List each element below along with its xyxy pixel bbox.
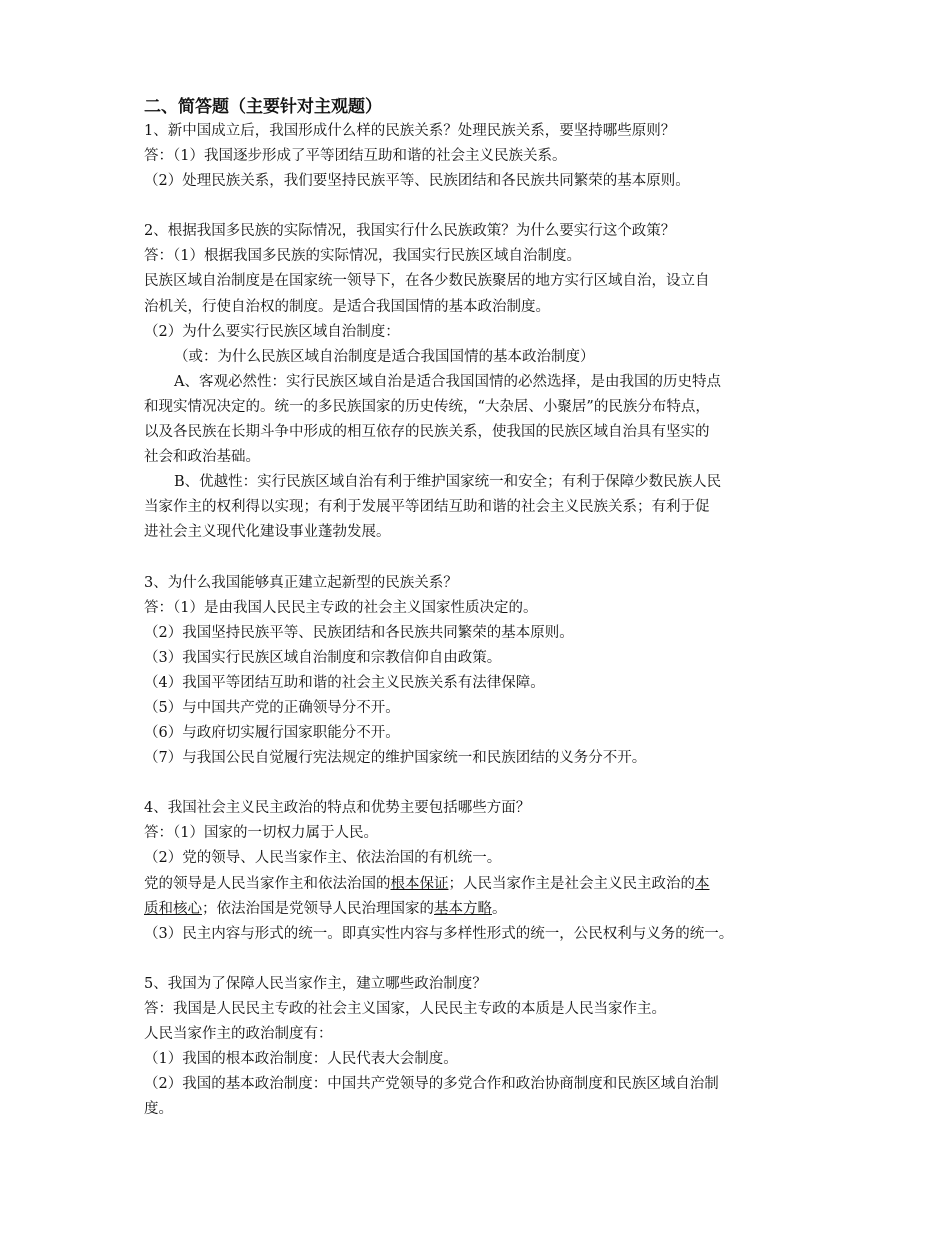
q2-answer-2: （2）为什么要实行民族区域自治制度：: [144, 323, 400, 340]
q2-definition-line-1: 民族区域自治制度是在国家统一领导下，在各少数民族聚居的地方实行区域自治，设立自: [144, 273, 710, 290]
q3-answer-2: （2）我国坚持民族平等、民族团结和各民族共同繁荣的基本原则。: [144, 624, 574, 641]
q4-underlined-term: 基本方略: [434, 900, 492, 917]
q3-answer-1: 答：（1）是由我国人民民主专政的社会主义国家性质决定的。: [144, 599, 538, 616]
q5-answer-4-line-2: 度。: [144, 1101, 173, 1118]
q5-question: 5、我国为了保障人民当家作主，建立哪些政治制度？: [144, 975, 487, 992]
q4-explanation-line-2: [144, 897, 820, 922]
document-page: [144, 95, 820, 1122]
q2-point-a-line-4: 社会和政治基础。: [144, 449, 260, 466]
q4-text: 。: [492, 900, 507, 917]
q5-answer-3: （1）我国的根本政治制度：人民代表大会制度。: [144, 1051, 458, 1068]
spacer: [144, 194, 820, 219]
q4-text: ；人民当家作主是社会主义民主政治的: [448, 875, 695, 892]
spacer: [144, 947, 820, 972]
q2-answer-1: 答：（1）根据我国多民族的实际情况，我国实行民族区域自治制度。: [144, 248, 581, 265]
q2-answer-2-alt: （或：为什么民族区域自治制度是适合我国国情的基本政治制度）: [174, 348, 595, 365]
q2-definition-line-2: 治机关，行使自治权的制度。是适合我国国情的基本政治制度。: [144, 298, 550, 315]
q4-answer-3: （3）民主内容与形式的统一。即真实性内容与多样性形式的统一，公民权利与义务的统一。: [144, 925, 734, 942]
q1-question: 1、新中国成立后，我国形成什么样的民族关系？处理民族关系，要坚持哪些原则？: [144, 123, 676, 139]
q5-answer-2: 人民当家作主的政治制度有：: [144, 1026, 333, 1042]
q2-point-a-line-2: 和现实情况决定的。统一的多民族国家的历史传统，“大杂居、小聚居”的民族分布特点，: [144, 398, 710, 415]
q3-answer-6: （6）与政府切实履行国家职能分不开。: [144, 725, 400, 742]
q2-point-a-line-3: 以及各民族在长期斗争中形成的相互依存的民族关系，使我国的民族区域自治具有坚实的: [144, 424, 710, 441]
q2-point-b-line-1: B、优越性：实行民族区域自治有利于维护国家统一和安全；有利于保障少数民族人民: [174, 474, 722, 491]
q2-point-b-line-2: 当家作主的权利得以实现；有利于发展平等团结互助和谐的社会主义民族关系；有利于促: [144, 499, 710, 516]
q4-underlined-term: 本: [695, 875, 710, 892]
q2-point-b-line-3: 进社会主义现代化建设事业蓬勃发展。: [144, 524, 391, 541]
q3-question: 3、为什么我国能够真正建立起新型的民族关系？: [144, 574, 458, 591]
q3-answer-5: （5）与中国共产党的正确领导分不开。: [144, 699, 400, 716]
q1-answer-1: 答：（1）我国逐步形成了平等团结互助和谐的社会主义民族关系。: [144, 148, 567, 165]
q3-answer-3: （3）我国实行民族区域自治制度和宗教信仰自由政策。: [144, 649, 502, 666]
spacer: [144, 771, 820, 796]
q4-answer-1: 答：（1）国家的一切权力属于人民。: [144, 825, 378, 842]
q4-explanation-line-1: [144, 872, 820, 897]
q2-point-a-line-1: A、客观必然性：实行民族区域自治是适合我国国情的必然选择，是由我国的历史特点: [174, 373, 721, 390]
q1-answer-2: （2）处理民族关系，我们要坚持民族平等、民族团结和各民族共同繁荣的基本原则。: [144, 173, 690, 190]
q4-underlined-term: 根本保证: [390, 875, 449, 892]
q2-question: 2、根据我国多民族的实际情况，我国实行什么民族政策？为什么要实行这个政策？: [144, 223, 676, 240]
spacer: [144, 546, 820, 571]
q4-text: 党的领导是人民当家作主和依法治国的: [144, 875, 391, 892]
q4-answer-2: （2）党的领导、人民当家作主、依法治国的有机统一。: [144, 850, 502, 867]
q5-answer-4-line-1: （2）我国的基本政治制度：中国共产党领导的多党合作和政治协商制度和民族区域自治制: [144, 1076, 719, 1093]
q4-underlined-term: 质和核心: [144, 900, 202, 917]
section-title: 二、简答题（主要针对主观题）: [144, 97, 382, 117]
q4-question: 4、我国社会主义民主政治的特点和优势主要包括哪些方面？: [144, 800, 531, 817]
q4-text: ；依法治国是党领导人民治理国家的: [202, 900, 434, 917]
q3-answer-7: （7）与我国公民自觉履行宪法规定的维护国家统一和民族团结的义务分不开。: [144, 750, 647, 767]
q5-answer-1: 答：我国是人民民主专政的社会主义国家，人民民主专政的本质是人民当家作主。: [144, 1000, 666, 1017]
q3-answer-4: （4）我国平等团结互助和谐的社会主义民族关系有法律保障。: [144, 674, 545, 691]
